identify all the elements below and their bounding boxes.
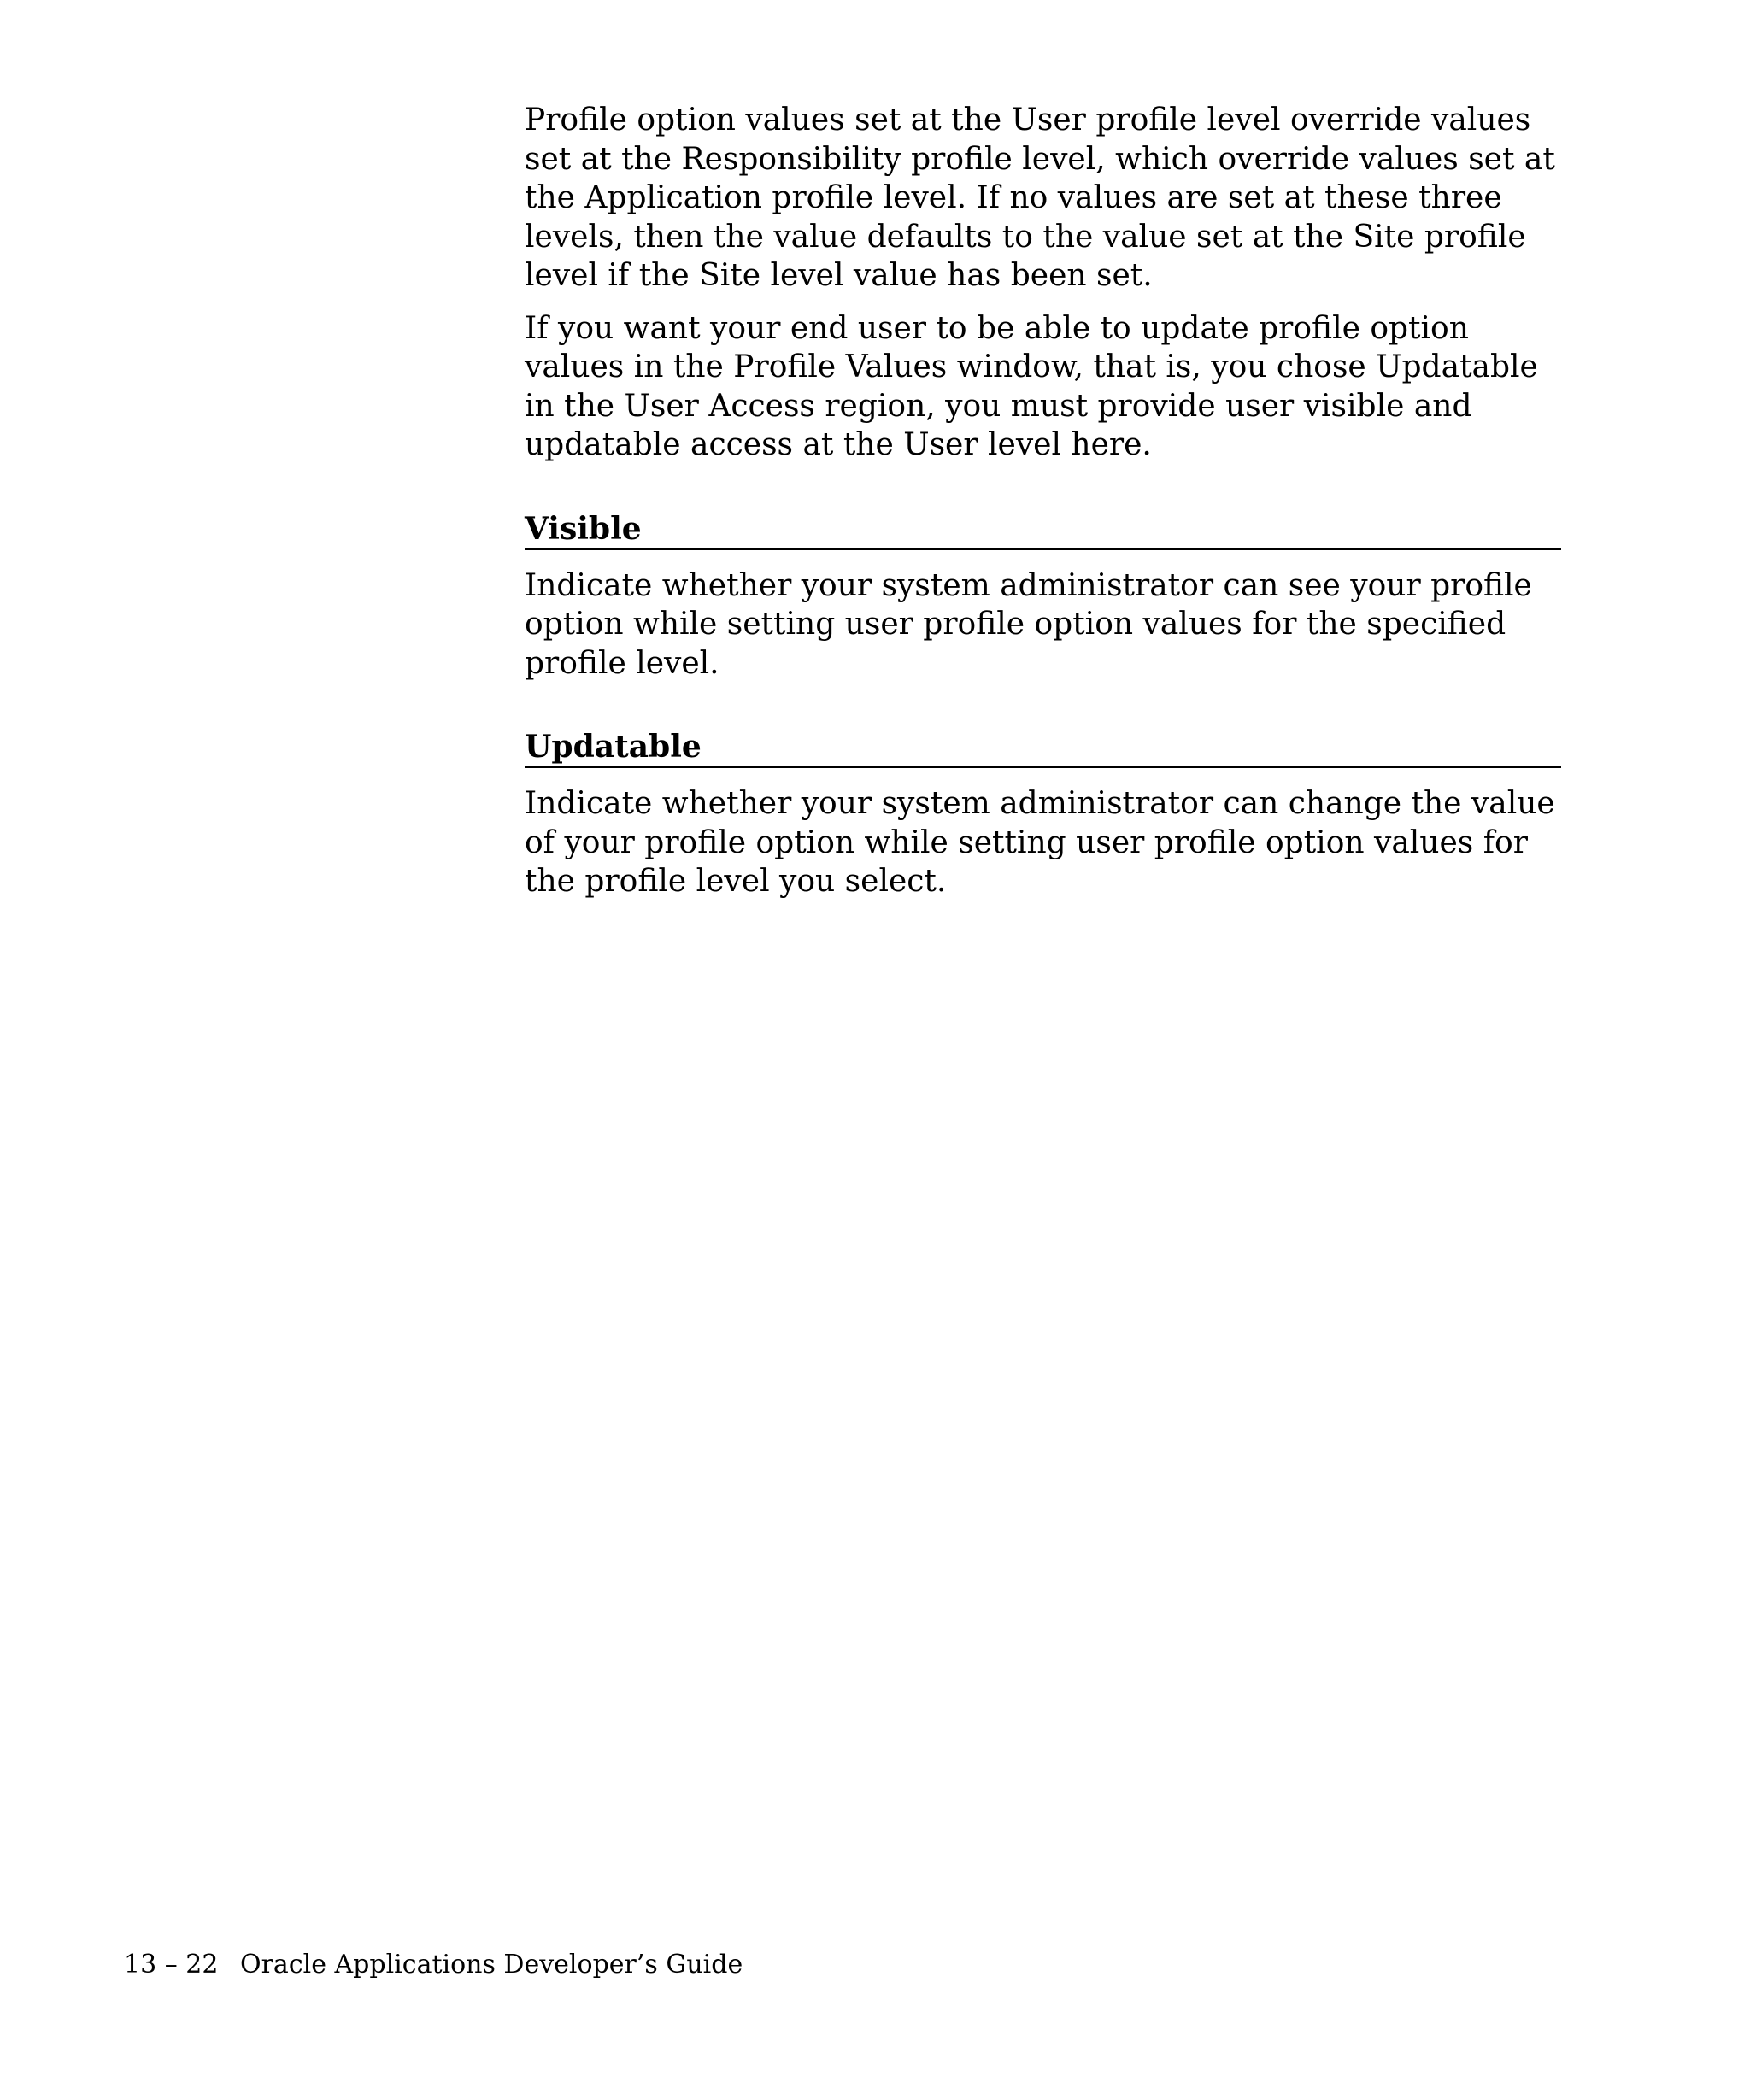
book-title: Oracle Applications Developer’s Guide [240, 1950, 743, 1980]
section-heading-visible: Visible [525, 509, 1561, 550]
section-visible [525, 509, 1561, 683]
body-paragraph-user-access: If you want your end user to be able to update profile option values in the Profile Values window, that is, you chose Updatable in the User Access region, you must provide user visible and updatable access at the User level here. [525, 310, 1538, 462]
section-text-updatable: Indicate whether your system administrator can change the value of your profile option while setting user profile option values for the profile level you select. [525, 786, 1555, 899]
section-heading-updatable: Updatable [525, 727, 1561, 768]
page-number: 13 – 22 [124, 1950, 219, 1980]
body-paragraph-profile-levels: Profile option values set at the User profile level override values set at the Responsibility profile level, which override values set at the Application profile level. If no values are set at these three levels, then the value defaults to the value set at the Site profile level if the Site level value has been set. [525, 103, 1555, 293]
page-content [525, 101, 1561, 901]
section-text-visible: Indicate whether your system administrator can see your profile option while setting user profile option values for the specified profile level. [525, 567, 1532, 681]
page-footer [124, 1950, 743, 1980]
section-updatable [525, 727, 1561, 901]
